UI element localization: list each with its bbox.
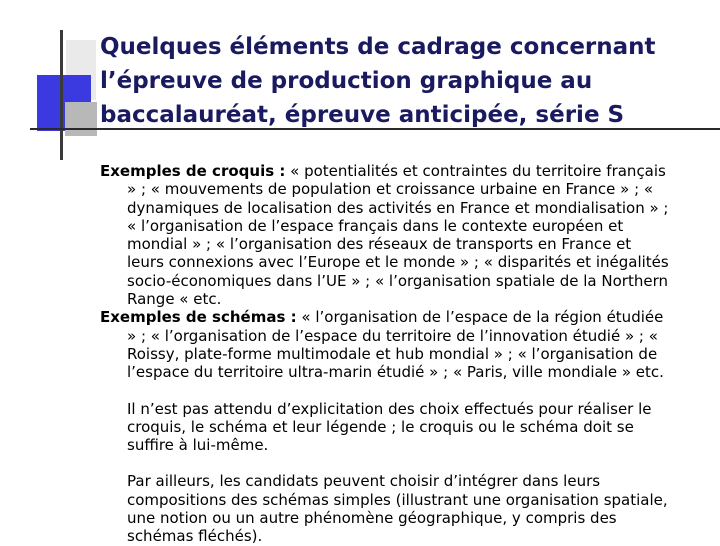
schemas-line: l’espace du territoire ultra-marin étudié » ; « Paris, ville mondiale » etc. bbox=[127, 363, 664, 382]
schemas-line: Roissy, plate-forme multimodale et hub mondial » ; « l’organisation de bbox=[127, 344, 658, 363]
croquis-line: » ; « mouvements de population et croissance urbaine en France » ; « bbox=[127, 180, 654, 199]
paragraph-line: une notion ou un autre phénomène géographique, y compris des bbox=[127, 509, 617, 528]
croquis-line: leurs connexions avec l’Europe et le monde » ; « disparités et inégalités bbox=[127, 253, 669, 272]
schemas-line: » ; « l’organisation de l’espace du territoire de l’innovation étudié » ; « bbox=[127, 326, 658, 345]
paragraph-line: Il n’est pas attendu d’explicitation des choix effectués pour réaliser le bbox=[127, 399, 652, 418]
croquis-line: socio-économiques dans l’UE » ; « l’organisation spatiale de la Northern bbox=[127, 271, 668, 290]
croquis-line: mondial » ; « l’organisation des réseaux de transports en France et bbox=[127, 235, 632, 254]
candidats-paragraph bbox=[100, 472, 705, 545]
explicitation-paragraph bbox=[100, 400, 705, 455]
croquis-line: « l’organisation de l’espace français dans le contexte européen et bbox=[127, 216, 624, 235]
schemas-first-text: « l’organisation de l’espace de la région étudiée bbox=[296, 308, 664, 327]
decor-gray-square bbox=[65, 102, 97, 136]
croquis-line: Range « etc. bbox=[127, 290, 222, 309]
slide-title bbox=[100, 30, 710, 132]
croquis-line: dynamiques de localisation des activités en France et mondialisation » ; bbox=[127, 198, 669, 217]
paragraph-line: croquis, le schéma et leur légende ; le croquis ou le schéma doit se bbox=[127, 417, 634, 436]
paragraph-line: compositions des schémas simples (illustrant une organisation spatiale, bbox=[127, 490, 668, 509]
croquis-first-text: « potentialités et contraintes du territoire français bbox=[285, 162, 666, 180]
croquis-first-line bbox=[100, 162, 705, 180]
schemas-paragraph bbox=[100, 308, 705, 381]
title-line: Quelques éléments de cadrage concernant bbox=[100, 34, 656, 60]
croquis-label: Exemples de croquis : bbox=[100, 162, 286, 180]
schemas-first-line bbox=[100, 308, 705, 326]
title-line: baccalauréat, épreuve anticipée, série S bbox=[100, 102, 625, 128]
paragraph-line: Par ailleurs, les candidats peuvent choisir d’intégrer dans leurs bbox=[127, 472, 601, 491]
slide-body bbox=[100, 162, 705, 546]
title-line: l’épreuve de production graphique au bbox=[100, 68, 593, 94]
schemas-label: Exemples de schémas : bbox=[100, 308, 297, 327]
paragraph-line: suffire à lui-même. bbox=[127, 436, 269, 455]
paragraph-line: schémas fléchés). bbox=[127, 527, 263, 546]
decor-vertical-line bbox=[60, 30, 63, 160]
croquis-paragraph bbox=[100, 162, 705, 308]
